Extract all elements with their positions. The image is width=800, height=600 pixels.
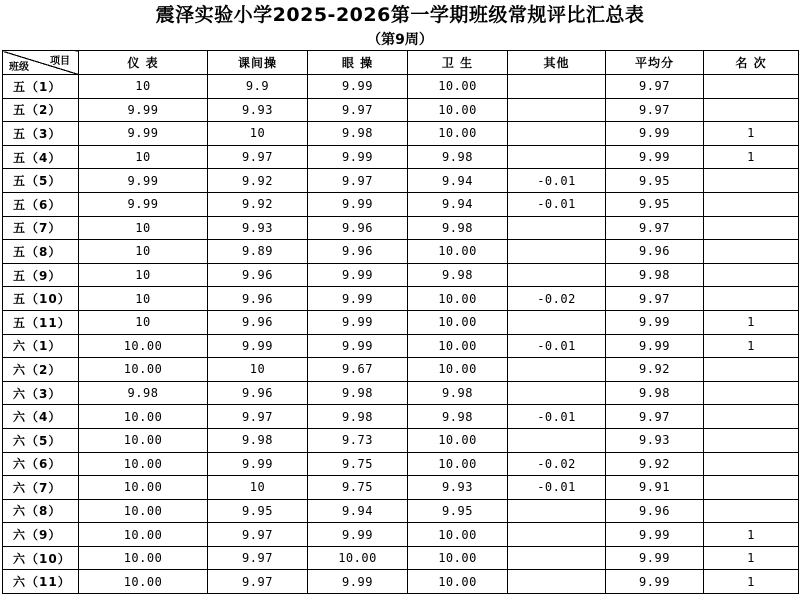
table-body xyxy=(3,75,799,594)
other-cell: -0.01 xyxy=(508,476,606,500)
rank-cell xyxy=(704,263,799,287)
table-row xyxy=(3,216,799,240)
other-cell: -0.01 xyxy=(508,405,606,429)
class-name-cell: 六（2） xyxy=(3,358,79,382)
eye-exercise-cell: 9.98 xyxy=(308,122,408,146)
hygiene-cell: 10.00 xyxy=(408,570,508,594)
rank-cell xyxy=(704,452,799,476)
hygiene-cell: 9.95 xyxy=(408,499,508,523)
average-cell: 9.95 xyxy=(606,169,704,193)
class-name-cell: 六（3） xyxy=(3,381,79,405)
other-cell xyxy=(508,216,606,240)
exercise-cell: 9.96 xyxy=(208,310,308,334)
other-cell xyxy=(508,358,606,382)
hygiene-cell: 10.00 xyxy=(408,310,508,334)
other-cell xyxy=(508,240,606,264)
class-name-cell: 五（1） xyxy=(3,75,79,99)
other-cell xyxy=(508,98,606,122)
rank-cell xyxy=(704,476,799,500)
average-cell: 9.97 xyxy=(606,98,704,122)
appearance-cell: 10.00 xyxy=(79,499,208,523)
hygiene-cell: 10.00 xyxy=(408,452,508,476)
table-row xyxy=(3,75,799,99)
class-name-cell: 五（5） xyxy=(3,169,79,193)
rank-cell: 1 xyxy=(704,546,799,570)
appearance-cell: 10 xyxy=(79,310,208,334)
rank-cell xyxy=(704,358,799,382)
eye-exercise-cell: 9.98 xyxy=(308,381,408,405)
average-cell: 9.97 xyxy=(606,287,704,311)
exercise-cell: 9.98 xyxy=(208,428,308,452)
average-cell: 9.99 xyxy=(606,310,704,334)
other-cell xyxy=(508,570,606,594)
appearance-cell: 9.99 xyxy=(79,98,208,122)
table-row xyxy=(3,381,799,405)
table-row xyxy=(3,169,799,193)
class-name-cell: 六（5） xyxy=(3,428,79,452)
table-row xyxy=(3,240,799,264)
eye-exercise-cell: 9.75 xyxy=(308,452,408,476)
corner-header-cell xyxy=(3,51,79,75)
rank-cell: 1 xyxy=(704,122,799,146)
eye-exercise-cell: 9.75 xyxy=(308,476,408,500)
exercise-cell: 9.99 xyxy=(208,452,308,476)
rank-cell xyxy=(704,499,799,523)
exercise-cell: 9.97 xyxy=(208,523,308,547)
rank-cell xyxy=(704,169,799,193)
average-cell: 9.97 xyxy=(606,216,704,240)
appearance-cell: 10 xyxy=(79,75,208,99)
exercise-cell: 9.97 xyxy=(208,145,308,169)
average-cell: 9.97 xyxy=(606,75,704,99)
other-cell xyxy=(508,523,606,547)
appearance-cell: 10.00 xyxy=(79,405,208,429)
table-row xyxy=(3,145,799,169)
hygiene-cell: 10.00 xyxy=(408,334,508,358)
average-cell: 9.99 xyxy=(606,546,704,570)
eye-exercise-cell: 9.99 xyxy=(308,570,408,594)
eye-exercise-cell: 9.99 xyxy=(308,192,408,216)
hygiene-cell: 10.00 xyxy=(408,358,508,382)
exercise-cell: 9.93 xyxy=(208,216,308,240)
hygiene-cell: 10.00 xyxy=(408,546,508,570)
average-cell: 9.96 xyxy=(606,499,704,523)
eye-exercise-cell: 9.98 xyxy=(308,405,408,429)
other-cell xyxy=(508,381,606,405)
other-cell: -0.01 xyxy=(508,192,606,216)
exercise-cell: 9.9 xyxy=(208,75,308,99)
hygiene-cell: 10.00 xyxy=(408,75,508,99)
appearance-cell: 9.99 xyxy=(79,192,208,216)
exercise-cell: 9.97 xyxy=(208,546,308,570)
column-header-hygiene: 卫 生 xyxy=(408,51,508,75)
hygiene-cell: 9.98 xyxy=(408,405,508,429)
table-row xyxy=(3,263,799,287)
average-cell: 9.96 xyxy=(606,240,704,264)
average-cell: 9.98 xyxy=(606,263,704,287)
rank-cell: 1 xyxy=(704,310,799,334)
table-row xyxy=(3,334,799,358)
eye-exercise-cell: 9.99 xyxy=(308,287,408,311)
rank-cell xyxy=(704,287,799,311)
appearance-cell: 10.00 xyxy=(79,334,208,358)
rank-cell xyxy=(704,192,799,216)
eye-exercise-cell: 9.99 xyxy=(308,310,408,334)
other-cell xyxy=(508,75,606,99)
table-row xyxy=(3,452,799,476)
exercise-cell: 9.92 xyxy=(208,169,308,193)
appearance-cell: 9.99 xyxy=(79,169,208,193)
class-name-cell: 五（4） xyxy=(3,145,79,169)
exercise-cell: 10 xyxy=(208,122,308,146)
rank-cell: 1 xyxy=(704,334,799,358)
other-cell: -0.01 xyxy=(508,169,606,193)
hygiene-cell: 10.00 xyxy=(408,122,508,146)
exercise-cell: 9.99 xyxy=(208,334,308,358)
hygiene-cell: 9.93 xyxy=(408,476,508,500)
table-row xyxy=(3,499,799,523)
eye-exercise-cell: 10.00 xyxy=(308,546,408,570)
exercise-cell: 9.93 xyxy=(208,98,308,122)
hygiene-cell: 9.98 xyxy=(408,145,508,169)
class-name-cell: 六（8） xyxy=(3,499,79,523)
appearance-cell: 10 xyxy=(79,287,208,311)
hygiene-cell: 10.00 xyxy=(408,287,508,311)
eye-exercise-cell: 9.99 xyxy=(308,263,408,287)
class-name-cell: 六（9） xyxy=(3,523,79,547)
column-header-average: 平均分 xyxy=(606,51,704,75)
appearance-cell: 10.00 xyxy=(79,428,208,452)
appearance-cell: 10.00 xyxy=(79,476,208,500)
appearance-cell: 9.98 xyxy=(79,381,208,405)
table-row xyxy=(3,192,799,216)
rank-cell xyxy=(704,240,799,264)
rank-cell xyxy=(704,98,799,122)
table-row xyxy=(3,122,799,146)
exercise-cell: 10 xyxy=(208,358,308,382)
average-cell: 9.98 xyxy=(606,381,704,405)
page-title: 震泽实验小学2025-2026第一学期班级常规评比汇总表 xyxy=(155,4,645,26)
rank-cell xyxy=(704,428,799,452)
rank-cell xyxy=(704,216,799,240)
scores-table xyxy=(2,50,799,594)
other-cell: -0.01 xyxy=(508,334,606,358)
table-row xyxy=(3,476,799,500)
table-row xyxy=(3,310,799,334)
hygiene-cell: 9.94 xyxy=(408,192,508,216)
eye-exercise-cell: 9.67 xyxy=(308,358,408,382)
average-cell: 9.99 xyxy=(606,122,704,146)
eye-exercise-cell: 9.97 xyxy=(308,169,408,193)
table-row xyxy=(3,523,799,547)
class-name-cell: 五（3） xyxy=(3,122,79,146)
exercise-cell: 10 xyxy=(208,476,308,500)
table-row xyxy=(3,98,799,122)
exercise-cell: 9.97 xyxy=(208,405,308,429)
table-row xyxy=(3,428,799,452)
exercise-cell: 9.96 xyxy=(208,381,308,405)
other-cell xyxy=(508,428,606,452)
table-row xyxy=(3,405,799,429)
column-header-rank: 名 次 xyxy=(704,51,799,75)
eye-exercise-cell: 9.99 xyxy=(308,334,408,358)
other-cell xyxy=(508,263,606,287)
table-row xyxy=(3,358,799,382)
class-name-cell: 六（7） xyxy=(3,476,79,500)
class-name-cell: 五（8） xyxy=(3,240,79,264)
eye-exercise-cell: 9.94 xyxy=(308,499,408,523)
appearance-cell: 9.99 xyxy=(79,122,208,146)
appearance-cell: 10.00 xyxy=(79,452,208,476)
class-name-cell: 六（6） xyxy=(3,452,79,476)
hygiene-cell: 9.98 xyxy=(408,216,508,240)
hygiene-cell: 9.94 xyxy=(408,169,508,193)
header-row xyxy=(3,51,799,75)
class-name-cell: 五（7） xyxy=(3,216,79,240)
rank-cell xyxy=(704,381,799,405)
average-cell: 9.99 xyxy=(606,334,704,358)
class-name-cell: 六（1） xyxy=(3,334,79,358)
class-name-cell: 六（10） xyxy=(3,546,79,570)
class-name-cell: 五（6） xyxy=(3,192,79,216)
average-cell: 9.99 xyxy=(606,145,704,169)
exercise-cell: 9.96 xyxy=(208,263,308,287)
eye-exercise-cell: 9.73 xyxy=(308,428,408,452)
corner-item-label: 项目 xyxy=(50,56,70,67)
exercise-cell: 9.96 xyxy=(208,287,308,311)
column-header-appearance: 仪 表 xyxy=(79,51,208,75)
eye-exercise-cell: 9.99 xyxy=(308,523,408,547)
average-cell: 9.92 xyxy=(606,452,704,476)
hygiene-cell: 10.00 xyxy=(408,98,508,122)
exercise-cell: 9.89 xyxy=(208,240,308,264)
class-name-cell: 五（9） xyxy=(3,263,79,287)
appearance-cell: 10 xyxy=(79,145,208,169)
class-name-cell: 五（10） xyxy=(3,287,79,311)
average-cell: 9.91 xyxy=(606,476,704,500)
eye-exercise-cell: 9.96 xyxy=(308,240,408,264)
average-cell: 9.99 xyxy=(606,570,704,594)
average-cell: 9.95 xyxy=(606,192,704,216)
exercise-cell: 9.97 xyxy=(208,570,308,594)
rank-cell xyxy=(704,405,799,429)
eye-exercise-cell: 9.99 xyxy=(308,75,408,99)
average-cell: 9.99 xyxy=(606,523,704,547)
column-header-other: 其他 xyxy=(508,51,606,75)
rank-cell: 1 xyxy=(704,145,799,169)
other-cell: -0.02 xyxy=(508,452,606,476)
rank-cell xyxy=(704,75,799,99)
appearance-cell: 10 xyxy=(79,216,208,240)
hygiene-cell: 9.98 xyxy=(408,381,508,405)
appearance-cell: 10 xyxy=(79,263,208,287)
class-name-cell: 五（11） xyxy=(3,310,79,334)
appearance-cell: 10.00 xyxy=(79,358,208,382)
other-cell xyxy=(508,122,606,146)
hygiene-cell: 9.98 xyxy=(408,263,508,287)
average-cell: 9.97 xyxy=(606,405,704,429)
other-cell xyxy=(508,145,606,169)
rank-cell: 1 xyxy=(704,570,799,594)
page-subtitle: （第9周） xyxy=(367,32,433,48)
table-row xyxy=(3,570,799,594)
hygiene-cell: 10.00 xyxy=(408,428,508,452)
other-cell xyxy=(508,499,606,523)
class-name-cell: 六（4） xyxy=(3,405,79,429)
column-header-eye-exercise: 眼 操 xyxy=(308,51,408,75)
hygiene-cell: 10.00 xyxy=(408,240,508,264)
rank-cell: 1 xyxy=(704,523,799,547)
class-name-cell: 六（11） xyxy=(3,570,79,594)
corner-class-label: 班级 xyxy=(9,62,29,73)
other-cell xyxy=(508,546,606,570)
other-cell: -0.02 xyxy=(508,287,606,311)
column-header-exercise: 课间操 xyxy=(208,51,308,75)
class-name-cell: 五（2） xyxy=(3,98,79,122)
other-cell xyxy=(508,310,606,334)
hygiene-cell: 10.00 xyxy=(408,523,508,547)
eye-exercise-cell: 9.97 xyxy=(308,98,408,122)
appearance-cell: 10.00 xyxy=(79,570,208,594)
average-cell: 9.92 xyxy=(606,358,704,382)
eye-exercise-cell: 9.96 xyxy=(308,216,408,240)
average-cell: 9.93 xyxy=(606,428,704,452)
table-row xyxy=(3,287,799,311)
appearance-cell: 10.00 xyxy=(79,523,208,547)
exercise-cell: 9.92 xyxy=(208,192,308,216)
table-row xyxy=(3,546,799,570)
eye-exercise-cell: 9.99 xyxy=(308,145,408,169)
appearance-cell: 10.00 xyxy=(79,546,208,570)
appearance-cell: 10 xyxy=(79,240,208,264)
exercise-cell: 9.95 xyxy=(208,499,308,523)
